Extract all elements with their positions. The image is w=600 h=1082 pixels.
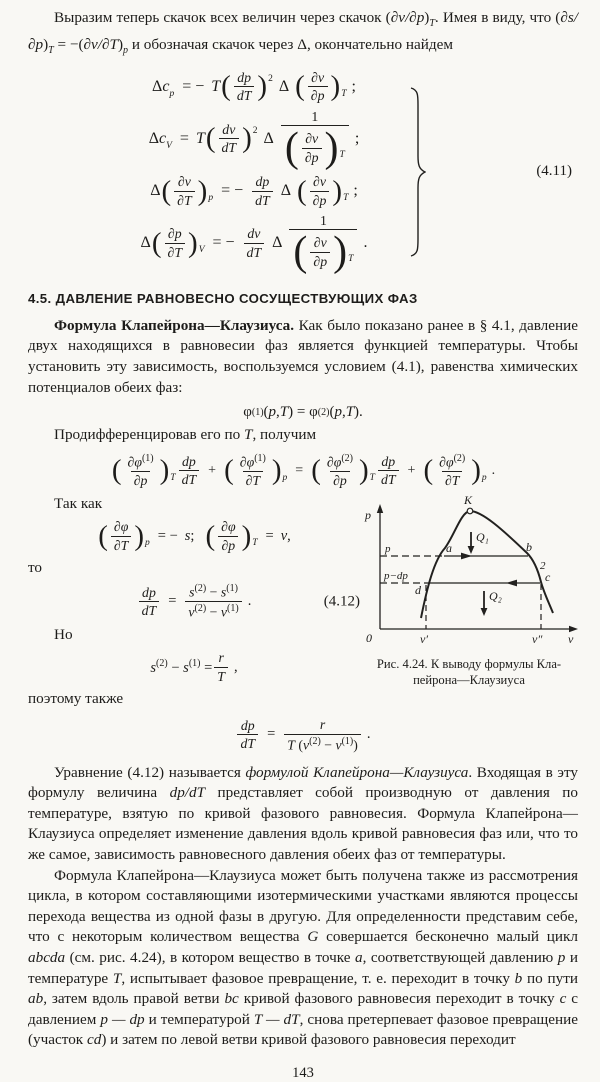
open-paren: ( [205,122,216,155]
subscript: T [339,149,345,160]
equation-phi: φ (1) ( p , T ) = φ (2) ( p , T ). [243,404,363,421]
open-paren: ( [224,454,234,487]
denominator: ∂T [442,471,463,488]
fraction [237,453,269,488]
punctuation: , [287,527,291,544]
equation-column [100,67,408,276]
numerator: dp [255,174,270,190]
power: 2 [252,125,258,136]
figure-label-K: K [464,494,473,508]
figure-label-2: 2 [540,560,546,573]
equation-block-4-11 [28,67,578,276]
equation-final [28,717,578,752]
delta-symbol: Δ [150,182,161,199]
word-to: то [28,559,43,577]
two-column-section [28,492,578,711]
open-paren: ( [205,519,216,552]
fraction [324,453,356,488]
denominator: ∂p [302,148,322,165]
fraction [308,70,328,104]
denominator: dT [219,138,240,155]
subscript: V [166,140,172,151]
fraction [244,226,265,260]
fraction [378,454,399,488]
numerator: $\partial\varphi^{(2)}$ [439,452,466,470]
equation-4-11-row-2 [100,108,408,172]
open-paren: ( [221,70,231,103]
p-axis-arrow [377,504,383,513]
subscript: T [369,472,375,483]
fraction [111,519,132,553]
fraction [139,585,160,619]
close-paren: ) [197,174,208,207]
equals-sign: = [168,593,177,610]
relation: = − [157,527,178,544]
open-paren: ( [423,454,434,487]
punctuation: , [233,658,238,675]
relation: = − [221,182,244,199]
relation: = [179,129,189,147]
fraction [125,453,157,488]
delta-symbol: Δ [278,77,290,95]
numerator: ∂φ [113,519,129,535]
fraction [436,453,468,488]
close-paren: ) [241,519,252,552]
denominator: dT [252,191,273,208]
denominator: T $(v^{(2)} - v^{(1)})$ [284,734,361,753]
equation-4-11-row-3 [100,174,408,208]
fraction [310,174,330,208]
equation-number-4-11: (4.11) [536,163,572,180]
figure-label-v-double-prime: v″ [532,632,543,647]
figure-label-a: a [446,541,452,556]
paragraph-intro: Выразим теперь скачок всех величин через скачок $(\partial v/\partial p)_T$. Имея в виду, что $(\partial s/\partial p)_T = -(\partial v/\partial T)_p$ и обозначая скачок через Δ, окончательно найдем [28,9,578,56]
close-paren: ) [271,454,282,487]
critical-point [467,509,473,515]
paragraph-cycle: Формула Клапейрона—Клаузиуса может быть получена также из рассмотрения цикла, в котором составляющими изотермическими участками являются процессы перехода вещества из одной фазы в другую. Для определенности представим себе, что с некоторым количеством вещества G совершается бесконечно малый цикл abcda (см. рис. 4.24), в котором вещество в точке a, соответствующей давлению p и температуре T, испытывает фазовое превращение, т. е. переходит в точку b по пути ab, затем вдоль правой ветви bc кривой фазового равновесия переходит в точку c с давлением p — dp и температурой T — dT, снова претерпевает фазовое превращение (участок cd) и затем по левой ветви кривой фазового равновесия переходит [28,866,579,1049]
numerator: r [319,717,326,733]
subscript: T [343,193,349,203]
numerator: ∂v [313,174,326,190]
fraction [165,226,186,260]
close-paren: ) [324,125,339,172]
numerator: 1 [319,212,327,228]
equation-4-12 [28,583,360,620]
punctuation: ; [351,77,356,95]
figure-label-c: c [545,570,551,585]
numerator: 1 [311,108,319,124]
close-paren: ) [330,70,341,103]
reciprocal-fraction [281,108,349,172]
equals-sign: = [267,726,276,743]
figure-4-24 [360,494,578,688]
numerator: dv [222,121,236,137]
equation-entropy [28,650,360,684]
open-paren: ( [111,454,122,487]
variable-v: v [280,527,288,544]
numerator: dv [247,226,261,242]
denominator: dT [244,243,265,260]
denominator: ∂T [174,191,195,208]
subscript: T [170,472,176,483]
denominator: ∂p [310,252,330,269]
fraction [179,454,200,488]
ab-arrow [461,553,472,560]
subscript: T [341,88,347,99]
delta-symbol: Δ [140,234,151,252]
close-paren: ) [332,174,343,207]
denominator: dT [179,470,200,487]
denominator: ∂T [165,243,186,260]
variable: c [162,77,170,95]
close-paren: ) [471,454,481,487]
open-paren: ( [297,174,307,207]
system-brace [408,86,426,258]
delta-symbol: Δ [148,129,159,147]
denominator: ∂p [330,471,350,488]
variable: c [159,129,167,147]
equation-4-11-row-1 [100,70,408,104]
fraction [252,174,273,208]
equation-number-4-12: (4.12) [323,593,360,610]
figure-label-q2: Q₂ [489,589,502,604]
denominator: ∂T [243,471,264,488]
close-paren: ) [159,454,170,487]
denominator [289,229,357,276]
numerator: r [218,650,224,666]
paragraph-klapeyron: Формула Клапейрона—Клаузиуса. Как было показано ранее в § 4.1, давление двух находящихся в равновесии фаз является функцией температуры. Чтобы установить эту зависимость, воспользуемся условием (4.1), равенства химических потенциалов обеих фаз: [28,316,578,396]
delta-symbol: Δ [280,182,291,199]
punctuation: ; [353,182,358,199]
open-paren: ( [98,519,108,552]
punctuation: ; [190,527,195,544]
delta-symbol: Δ [272,234,283,252]
close-paren: ) [333,229,348,276]
numerator: ∂p [167,226,182,242]
open-paren: ( [161,174,172,207]
q2-arrow-head [481,608,488,616]
figure-label-p: p [385,543,391,556]
subscript: p [282,472,288,483]
word-no: Но [54,626,73,644]
numerator: dp [237,69,252,85]
numerator: $s^{(2)} - s^{(1)}$ [189,583,238,600]
figure-column [360,492,578,711]
denominator: T [214,667,228,684]
fraction [214,650,228,684]
cd-arrow [506,580,517,587]
close-paren: ) [257,70,268,103]
open-paren: ( [311,454,321,487]
figure-label-d: d [415,583,421,598]
plus-sign: + [407,462,416,478]
word-tak-kak: Так как [54,495,103,513]
entropy-lhs: $s^{(2)} - s^{(1)}$ = [150,657,213,676]
left-column [28,492,360,711]
punctuation: . [366,726,371,743]
delta-symbol: Δ [263,129,274,147]
subscript: V [198,245,205,256]
fraction [234,70,255,104]
denominator: ∂T [111,536,132,553]
equation-tak-kak [28,519,360,553]
denominator: ∂p [218,536,238,553]
plus-sign: + [208,462,217,478]
numerator: dp [381,453,396,469]
punctuation: . [247,593,252,610]
denominator: dT [378,470,399,487]
numerator: ∂v [177,174,191,190]
figure-label-q1: Q₁ [476,530,489,545]
subscript: p [208,193,214,203]
denominator: ∂p [308,86,328,103]
numerator: ∂v [311,69,325,85]
relation: = − [212,234,235,252]
page-number: 143 [292,1064,314,1081]
delta-symbol: Δ [152,77,163,95]
subscript: p [481,472,487,483]
close-paren: ) [359,454,369,487]
figure-label-b: b [526,540,532,555]
denominator: ∂p [310,191,330,208]
fraction [185,583,241,620]
paragraph-eq412-discussion: Уравнение (4.12) называется формулой Клапейрона—Клаузиуса. Входящая в эту формулу величина dp/dT представляет собой производную от давления по температуре, взятую по кривой фазового равновесия. Формула Клапейрона—Клаузиуса определяет изменение давления вдоль кривой равновесия фаз или, что то же самое, зависимость равновесного давления обеих фаз от температуры. [28,763,579,863]
figure-label-v-prime: v′ [420,632,428,647]
figure-label-p-axis: p [365,508,371,523]
subscript: T [252,538,258,549]
phase-diagram [360,494,578,646]
close-paren: ) [242,122,252,155]
q1-arrow-head [468,546,475,554]
fraction [310,235,330,269]
variable-s: s [184,527,191,544]
equals-sign: = [295,462,304,478]
fraction [302,131,322,165]
open-paren: ( [284,125,299,172]
denominator: ∂p [131,471,151,488]
fraction [174,174,195,208]
denominator: dT [139,601,160,618]
punctuation: . [363,234,368,252]
figure-label-v-axis: v [568,632,574,647]
numerator: $\partial\varphi^{(1)}$ [127,452,154,470]
numerator: $\partial\varphi^{(2)}$ [326,452,353,470]
figure-caption-line2: пейрона—Клаузиуса [413,672,525,687]
open-paren: ( [295,70,305,103]
line-differentiate: Продифференцировав его по T, получим [54,426,317,444]
power: 2 [268,73,273,84]
fraction [219,122,240,156]
equation-derivative [28,453,578,488]
reciprocal-fraction [289,212,357,276]
equals-sign: = [265,527,274,544]
subscript: T [348,254,354,265]
denominator: dT [237,734,258,751]
subscript: p [145,538,150,549]
equation-4-11-row-4 [100,212,408,276]
denominator [281,125,349,172]
numerator: dp [240,717,255,733]
numerator: ∂v [305,131,319,147]
close-paren: ) [134,519,145,552]
punctuation: ; [354,129,360,147]
numerator: ∂v [313,235,327,251]
punctuation: . [491,462,496,478]
numerator: dp [181,453,196,469]
figure-caption-line1: Рис. 4.24. К выводу формулы Кла- [376,657,562,672]
fraction [284,717,361,752]
fraction [218,519,238,553]
fraction [237,718,258,752]
coefficient: T [211,77,221,95]
coefficient: T [195,129,205,147]
numerator: $\partial\varphi^{(1)}$ [239,452,266,470]
figure-label-origin: 0 [366,631,372,646]
open-paren: ( [151,226,162,259]
coexistence-curve [421,511,553,618]
subscript: p [169,88,175,99]
open-paren: ( [293,229,308,276]
numerator: ∂φ [221,519,236,535]
figure-caption [360,657,578,688]
denominator: $v^{(2)} - v^{(1)}$ [185,601,241,620]
denominator: dT [234,86,255,103]
section-heading: 4.5. ДАВЛЕНИЕ РАВНОВЕСНО СОСУЩЕСТВУЮЩИХ ФАЗ [28,290,418,306]
close-paren: ) [188,226,198,259]
relation: = − [182,77,205,95]
numerator: dp [142,584,156,600]
figure-label-p-dp: p−dp [384,570,408,583]
word-poetomu: поэтому также [28,690,124,708]
